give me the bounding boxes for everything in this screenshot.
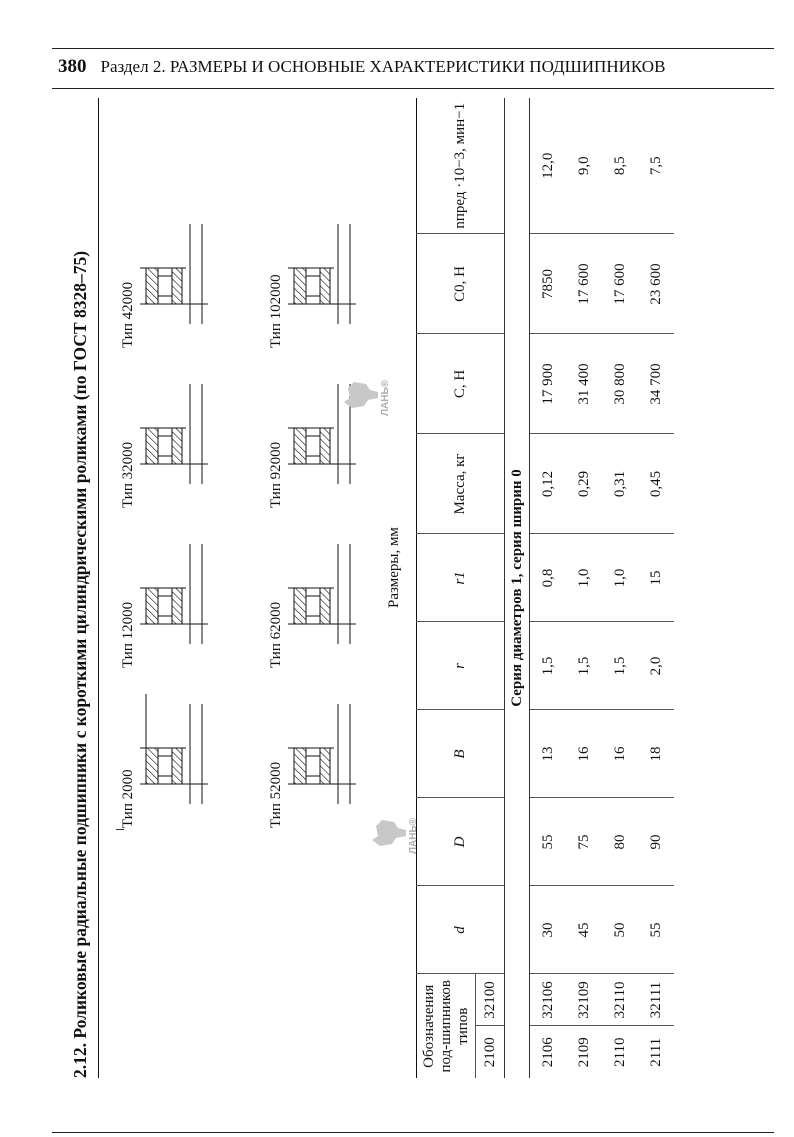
cell-r: 1,5 [602,622,638,710]
cell-r: 2,0 [638,622,674,710]
header-d: d [417,886,505,974]
header-C: C, Н [417,334,505,434]
cell-r1: 1,0 [602,534,638,622]
cell-mass: 0,45 [638,434,674,534]
cell-r1: 15 [638,534,674,622]
table-row [566,98,602,1078]
figure-label: Тип 42000 [120,281,136,348]
bearing-drawing [138,674,226,824]
header-C0: C0, Н [417,234,505,334]
cell-32100: 32106 [530,974,567,1026]
figure-type-32000 [120,348,230,508]
header-bottom-rule [52,88,774,89]
figure-type-102000 [268,188,378,348]
cell-r: 1,5 [566,622,602,710]
table-row [530,98,567,1078]
figure-label: Тип 12000 [120,601,136,668]
figure-type-62000 [268,508,378,668]
cell-d: 30 [530,886,567,974]
cell-B: 13 [530,710,567,798]
table-header-row [417,98,476,1078]
cell-D: 80 [602,798,638,886]
cell-mass: 0,12 [530,434,567,534]
header-type-32100: 32100 [476,974,505,1026]
bearing-drawing [138,194,226,344]
figure-label: Тип 62000 [268,601,284,668]
cell-mass: 0,29 [566,434,602,534]
running-header [58,56,774,86]
cell-2100: 2109 [566,1026,602,1078]
cell-C0: 7850 [530,234,567,334]
cell-r1: 1,0 [566,534,602,622]
cell-d: 50 [602,886,638,974]
cell-2100: 2106 [530,1026,567,1078]
header-n-limit: nпред ·10−3, мин−1 [417,98,505,234]
cell-n: 7,5 [647,156,664,176]
cell-32100: 32109 [566,974,602,1026]
cell-B: 18 [638,710,674,798]
header-B: B [417,710,505,798]
figure-tick-mark [116,829,124,830]
figure-label: Тип 102000 [268,274,284,348]
figure-type-52000 [268,668,378,828]
figure-label: Тип 52000 [268,761,284,828]
cell-32100: 32111 [638,974,674,1026]
cell-D: 90 [638,798,674,886]
figure-label: Тип 92000 [268,441,284,508]
bearing-drawing [286,674,374,824]
footer-rule [52,1132,774,1133]
series-row [505,98,530,1078]
cell-n: 12,0 [539,152,556,179]
cell-d: 55 [638,886,674,974]
cell-B: 16 [602,710,638,798]
title-rule [98,98,99,1078]
bearing-drawing [286,514,374,664]
cell-C: 31 400 [566,334,602,434]
bearing-drawing [138,514,226,664]
cell-C: 30 800 [602,334,638,434]
rotated-content [68,98,768,1078]
bearing-drawing [286,194,374,344]
series-label: Серия диаметров 1, серия ширин 0 [505,98,530,1078]
cell-mass: 0,31 [602,434,638,534]
dimensions-caption: Размеры, мм [386,527,402,608]
cell-2100: 2110 [602,1026,638,1078]
section-title: 2.12. Роликовые радиальные подшипники с короткими цилиндрическими роликами (по ГОСТ 8328–75) [70,250,90,1078]
cell-C0: 17 600 [566,234,602,334]
cell-C: 34 700 [638,334,674,434]
cell-32100: 32110 [602,974,638,1026]
bearing-table [416,98,674,1078]
figure-type-2000 [120,668,230,828]
header-r1: r1 [417,534,505,622]
cell-C0: 23 600 [638,234,674,334]
page-number: 380 [58,56,87,77]
header-mass: Масса, кг [417,434,505,534]
table-row [602,98,638,1078]
figure-type-42000 [120,188,230,348]
figure-label: Тип 32000 [120,441,136,508]
header-designation: Обозначения под-шипников типов [417,974,476,1078]
figure-type-12000 [120,508,230,668]
header-r: r [417,622,505,710]
cell-2100: 2111 [638,1026,674,1078]
cell-n: 8,5 [611,156,628,176]
cell-B: 16 [566,710,602,798]
header-type-2100: 2100 [476,1026,505,1078]
header-D: D [417,798,505,886]
cell-r1: 0,8 [530,534,567,622]
cell-r: 1,5 [530,622,567,710]
table-row [638,98,674,1078]
publisher-logo [368,810,418,856]
svg-text:ЛАНЬ®: ЛАНЬ® [380,379,390,416]
cell-D: 55 [530,798,567,886]
bearing-drawing [138,354,226,504]
cell-d: 45 [566,886,602,974]
cell-C: 17 900 [530,334,567,434]
header-top-rule [52,48,774,49]
svg-text:ЛАНЬ®: ЛАНЬ® [408,817,418,854]
cell-C0: 17 600 [602,234,638,334]
running-title: Раздел 2. РАЗМЕРЫ И ОСНОВНЫЕ ХАРАКТЕРИСТИКИ ПОДШИПНИКОВ [100,57,666,76]
cell-n: 9,0 [575,156,592,176]
figure-label: Тип 2000 [120,769,136,828]
publisher-logo [340,372,390,418]
cell-D: 75 [566,798,602,886]
